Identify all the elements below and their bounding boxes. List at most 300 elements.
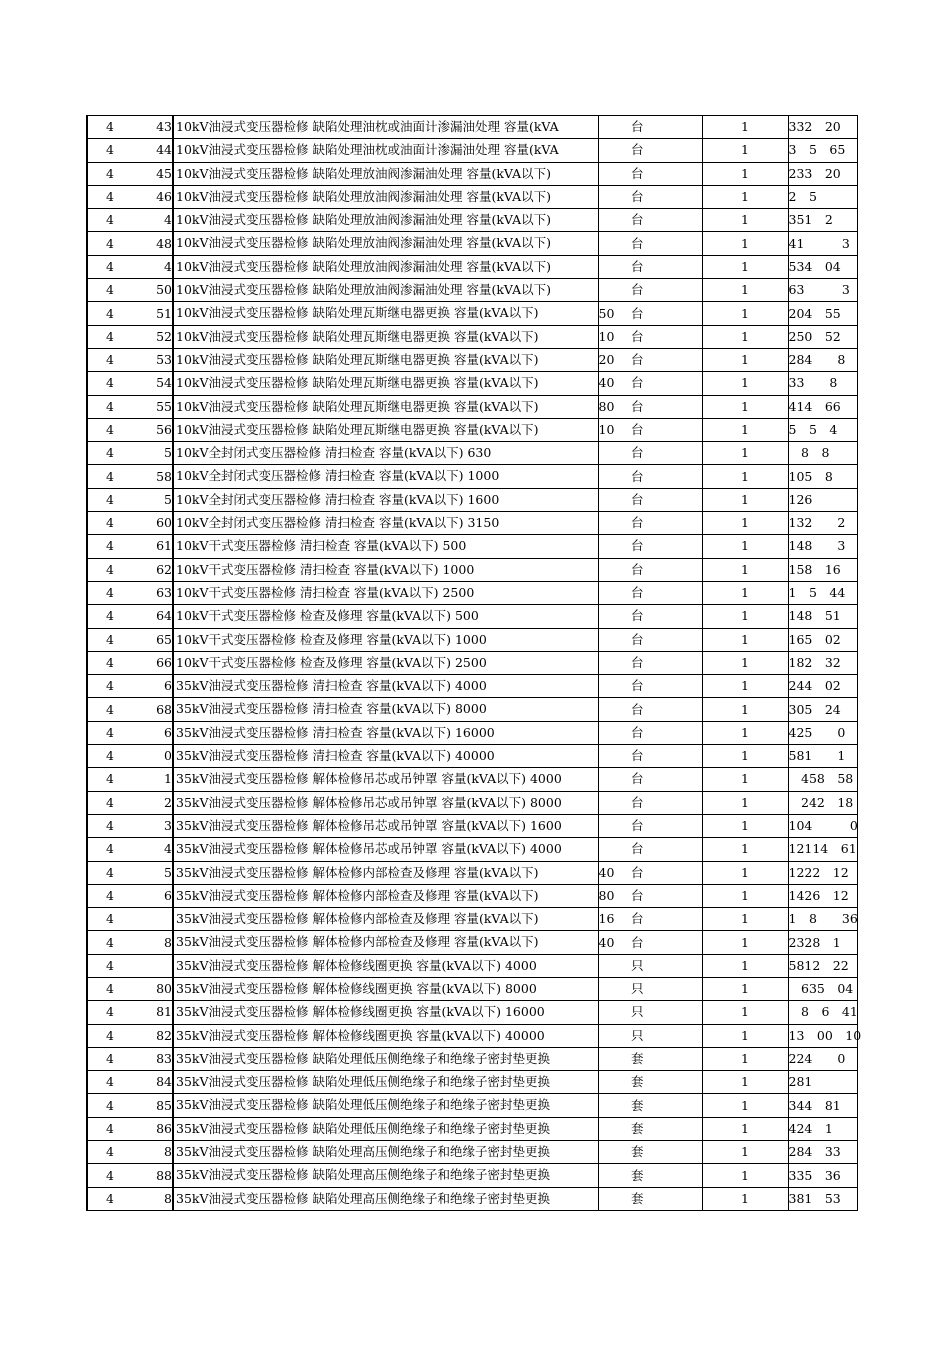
item-quantity: 1	[702, 605, 788, 628]
table-row	[87, 465, 857, 488]
table-row	[87, 698, 857, 721]
item-index-cell	[87, 302, 173, 325]
table-row	[87, 348, 857, 371]
item-index-cell	[87, 1094, 173, 1117]
item-price: 148 3	[788, 535, 857, 558]
item-name: 10kV油浸式变压器检修 缺陷处理放油阀渗漏油处理 容量(kVA以下)	[176, 188, 551, 204]
item-number: 8	[164, 934, 172, 950]
item-name: 35kV油浸式变压器检修 解体检修吊芯或吊钟罩 容量(kVA以下) 4000	[176, 771, 562, 787]
item-name: 35kV油浸式变压器检修 清扫检查 容量(kVA以下) 8000	[176, 701, 487, 717]
item-quantity: 1	[702, 279, 788, 302]
item-index-cell	[87, 838, 173, 861]
item-section: 4	[106, 864, 114, 880]
item-index-cell	[87, 209, 173, 232]
item-quantity: 1	[702, 977, 788, 1000]
item-unit: 台	[631, 721, 702, 744]
item-unit: 台	[631, 185, 702, 208]
item-quantity: 1	[702, 1001, 788, 1024]
item-unit: 台	[631, 372, 702, 395]
item-name-cell	[173, 465, 598, 488]
item-number: 56	[156, 422, 172, 437]
item-unit: 台	[631, 232, 702, 255]
item-quantity: 1	[702, 1141, 788, 1164]
item-index-cell	[87, 581, 173, 604]
item-number: 45	[156, 165, 172, 181]
item-section: 4	[106, 887, 114, 903]
item-section: 4	[106, 841, 114, 857]
item-capacity: 20	[598, 348, 631, 371]
item-index-cell	[87, 954, 173, 977]
item-name: 10kV干式变压器检修 清扫检查 容量(kVA以下) 2500	[176, 584, 475, 600]
item-name: 35kV油浸式变压器检修 缺陷处理低压侧绝缘子和绝缘子密封垫更换	[176, 1074, 550, 1090]
item-price: 224 0	[788, 1047, 857, 1070]
table-row	[87, 745, 857, 768]
item-index-cell	[87, 162, 173, 185]
item-price: 284 8	[788, 348, 857, 371]
item-price: 8 8	[788, 442, 857, 465]
item-name: 10kV全封闭式变压器检修 清扫检查 容量(kVA以下) 1600	[176, 491, 500, 507]
item-name-cell	[173, 745, 598, 768]
item-number: 60	[156, 515, 172, 531]
item-capacity	[598, 768, 631, 791]
item-section: 4	[106, 794, 114, 810]
item-number: 80	[156, 981, 172, 997]
item-name: 10kV油浸式变压器检修 缺陷处理油枕或油面计渗漏油处理 容量(kVA	[176, 119, 559, 134]
item-quantity: 1	[702, 954, 788, 977]
table-row	[87, 1001, 857, 1024]
item-number: 46	[156, 189, 172, 205]
table-row	[87, 1071, 857, 1094]
item-number: 81	[156, 1004, 172, 1020]
item-price: 148 51	[788, 605, 857, 628]
item-capacity	[598, 488, 631, 511]
item-index-cell	[87, 1047, 173, 1070]
item-capacity	[598, 675, 631, 698]
item-capacity	[598, 721, 631, 744]
item-number: 48	[156, 235, 172, 251]
item-name-cell	[173, 1024, 598, 1047]
item-index-cell	[87, 418, 173, 441]
table-row	[87, 512, 857, 535]
item-number: 68	[156, 701, 172, 717]
item-name-cell	[173, 791, 598, 814]
item-number: 4	[164, 841, 172, 857]
item-price: 41 3	[788, 232, 857, 255]
item-number: 63	[156, 585, 172, 601]
item-name: 10kV油浸式变压器检修 缺陷处理瓦斯继电器更换 容量(kVA以下)	[176, 305, 539, 321]
item-index-cell	[87, 931, 173, 954]
item-quantity: 1	[702, 1117, 788, 1140]
item-index-cell	[87, 791, 173, 814]
item-unit: 台	[631, 209, 702, 232]
item-index-cell	[87, 1164, 173, 1187]
item-quantity: 1	[702, 116, 788, 139]
item-section: 4	[106, 654, 114, 670]
item-section: 4	[106, 724, 114, 740]
item-name: 10kV全封闭式变压器检修 清扫检查 容量(kVA以下) 3150	[176, 515, 500, 531]
item-capacity	[598, 1094, 631, 1117]
item-capacity: 40	[598, 931, 631, 954]
item-price: 105 8	[788, 465, 857, 488]
item-quantity: 1	[702, 861, 788, 884]
item-name-cell	[173, 698, 598, 721]
item-index-cell	[87, 884, 173, 907]
table-row	[87, 931, 857, 954]
item-price: 534 04	[788, 255, 857, 278]
item-capacity	[598, 628, 631, 651]
item-quantity: 1	[702, 418, 788, 441]
item-name: 35kV油浸式变压器检修 解体检修吊芯或吊钟罩 容量(kVA以下) 8000	[176, 794, 562, 810]
item-quantity: 1	[702, 1187, 788, 1210]
item-name-cell	[173, 185, 598, 208]
item-index-cell	[87, 185, 173, 208]
item-unit: 套	[631, 1187, 702, 1210]
item-price: 335 36	[788, 1164, 857, 1187]
item-capacity	[598, 1047, 631, 1070]
item-price: 1 5 44	[788, 581, 857, 604]
item-unit: 只	[631, 1001, 702, 1024]
item-price: 158 16	[788, 558, 857, 581]
item-number: 62	[156, 561, 172, 577]
item-price: 351 2	[788, 209, 857, 232]
item-quantity: 1	[702, 1071, 788, 1094]
price-table	[86, 115, 862, 1211]
item-name: 35kV油浸式变压器检修 解体检修内部检查及修理 容量(kVA以下)	[176, 864, 539, 880]
item-capacity	[598, 1024, 631, 1047]
item-unit: 台	[631, 418, 702, 441]
item-section: 4	[106, 701, 114, 717]
table-row	[87, 209, 857, 232]
item-name-cell	[173, 1047, 598, 1070]
item-name-cell	[173, 814, 598, 837]
item-name-cell	[173, 558, 598, 581]
table-row	[87, 535, 857, 558]
item-index-cell	[87, 698, 173, 721]
item-section: 4	[106, 1074, 114, 1090]
item-section: 4	[106, 165, 114, 181]
item-name-cell	[173, 162, 598, 185]
item-quantity: 1	[702, 512, 788, 535]
table-row	[87, 651, 857, 674]
item-quantity: 1	[702, 348, 788, 371]
item-quantity: 1	[702, 558, 788, 581]
item-index-cell	[87, 814, 173, 837]
item-unit: 套	[631, 1094, 702, 1117]
item-quantity: 1	[702, 1164, 788, 1187]
item-quantity: 1	[702, 651, 788, 674]
item-name-cell	[173, 651, 598, 674]
item-section: 4	[106, 1097, 114, 1113]
item-number: 61	[156, 538, 172, 554]
item-number: 5	[164, 864, 172, 880]
item-price: 182 32	[788, 651, 857, 674]
item-capacity	[598, 1187, 631, 1210]
item-section: 4	[106, 398, 114, 414]
item-section: 4	[106, 538, 114, 554]
item-name: 35kV油浸式变压器检修 解体检修线圈更换 容量(kVA以下) 40000	[176, 1027, 545, 1043]
item-unit: 台	[631, 325, 702, 348]
item-number: 6	[164, 678, 172, 694]
item-unit: 台	[631, 535, 702, 558]
item-capacity	[598, 745, 631, 768]
item-name: 10kV油浸式变压器检修 缺陷处理放油阀渗漏油处理 容量(kVA以下)	[176, 165, 551, 181]
item-index-cell	[87, 605, 173, 628]
item-number: 3	[164, 818, 172, 834]
item-number: 54	[156, 375, 172, 391]
item-unit: 只	[631, 954, 702, 977]
item-section: 4	[106, 585, 114, 601]
item-name: 10kV油浸式变压器检修 缺陷处理放油阀渗漏油处理 容量(kVA以下)	[176, 258, 551, 274]
item-index-cell	[87, 861, 173, 884]
table-row	[87, 279, 857, 302]
item-name-cell	[173, 232, 598, 255]
item-unit: 台	[631, 162, 702, 185]
item-price: 233 20	[788, 162, 857, 185]
item-section: 4	[106, 119, 114, 135]
table-row	[87, 791, 857, 814]
item-unit: 台	[631, 465, 702, 488]
item-unit: 只	[631, 977, 702, 1000]
item-section: 4	[106, 258, 114, 274]
item-name-cell	[173, 442, 598, 465]
item-capacity	[598, 535, 631, 558]
item-index-cell	[87, 1071, 173, 1094]
item-price: 424 1	[788, 1117, 857, 1140]
item-name-cell	[173, 395, 598, 418]
item-quantity: 1	[702, 1024, 788, 1047]
item-index-cell	[87, 1117, 173, 1140]
table-row	[87, 838, 857, 861]
item-name-cell	[173, 721, 598, 744]
item-name: 10kV油浸式变压器检修 缺陷处理瓦斯继电器更换 容量(kVA以下)	[176, 421, 539, 437]
item-name: 35kV油浸式变压器检修 清扫检查 容量(kVA以下) 4000	[176, 678, 487, 694]
item-number: 51	[156, 305, 172, 321]
item-name: 35kV油浸式变压器检修 解体检修吊芯或吊钟罩 容量(kVA以下) 1600	[176, 817, 562, 833]
item-unit: 台	[631, 814, 702, 837]
item-price: 2328 1	[788, 931, 857, 954]
item-unit: 台	[631, 605, 702, 628]
item-section: 4	[106, 1027, 114, 1043]
item-unit: 套	[631, 1047, 702, 1070]
item-price: 332 20	[788, 116, 857, 139]
item-price: 126	[788, 488, 857, 511]
table-row	[87, 721, 857, 744]
item-unit: 台	[631, 488, 702, 511]
item-section: 4	[106, 142, 114, 158]
item-name: 35kV油浸式变压器检修 解体检修吊芯或吊钟罩 容量(kVA以下) 4000	[176, 841, 562, 857]
item-price: 242 18	[788, 791, 857, 814]
table-row	[87, 185, 857, 208]
item-section: 4	[106, 1051, 114, 1067]
item-unit: 台	[631, 931, 702, 954]
item-unit: 台	[631, 884, 702, 907]
table-row	[87, 628, 857, 651]
item-price: 13 00 10	[788, 1024, 857, 1047]
item-price: 165 02	[788, 628, 857, 651]
item-name-cell	[173, 861, 598, 884]
item-number: 0	[164, 748, 172, 764]
table-row	[87, 581, 857, 604]
item-capacity	[598, 162, 631, 185]
item-section: 4	[106, 771, 114, 787]
table-row	[87, 768, 857, 791]
item-price: 12114 61	[788, 838, 857, 861]
table-row	[87, 418, 857, 441]
item-section: 4	[106, 981, 114, 997]
item-unit: 台	[631, 745, 702, 768]
item-number: 84	[156, 1074, 172, 1090]
item-section: 4	[106, 631, 114, 647]
item-name: 35kV油浸式变压器检修 清扫检查 容量(kVA以下) 16000	[176, 724, 495, 740]
item-quantity: 1	[702, 209, 788, 232]
item-quantity: 1	[702, 185, 788, 208]
table-row	[87, 884, 857, 907]
item-price: 104 0	[788, 814, 857, 837]
item-index-cell	[87, 465, 173, 488]
table-row	[87, 162, 857, 185]
item-name: 10kV油浸式变压器检修 缺陷处理放油阀渗漏油处理 容量(kVA以下)	[176, 235, 551, 251]
item-quantity: 1	[702, 442, 788, 465]
item-quantity: 1	[702, 838, 788, 861]
table-row	[87, 1187, 857, 1210]
item-name-cell	[173, 372, 598, 395]
item-index-cell	[87, 1141, 173, 1164]
item-price: 635 04	[788, 977, 857, 1000]
item-price: 2 5	[788, 185, 857, 208]
item-name: 35kV油浸式变压器检修 解体检修内部检查及修理 容量(kVA以下)	[176, 934, 539, 950]
item-name-cell	[173, 908, 598, 931]
item-number: 82	[156, 1027, 172, 1043]
item-index-cell	[87, 651, 173, 674]
item-index-cell	[87, 442, 173, 465]
item-index-cell	[87, 348, 173, 371]
item-capacity	[598, 651, 631, 674]
item-name: 10kV干式变压器检修 清扫检查 容量(kVA以下) 500	[176, 538, 467, 554]
item-name-cell	[173, 931, 598, 954]
item-quantity: 1	[702, 745, 788, 768]
item-unit: 台	[631, 558, 702, 581]
item-name-cell	[173, 628, 598, 651]
item-section: 4	[106, 328, 114, 344]
item-name-cell	[173, 605, 598, 628]
item-section: 4	[106, 1167, 114, 1183]
item-section: 4	[106, 305, 114, 321]
item-price: 1426 12	[788, 884, 857, 907]
item-quantity: 1	[702, 721, 788, 744]
item-capacity	[598, 1117, 631, 1140]
item-name-cell	[173, 325, 598, 348]
table-row	[87, 1094, 857, 1117]
item-name-cell	[173, 535, 598, 558]
item-capacity: 40	[598, 372, 631, 395]
item-index-cell	[87, 325, 173, 348]
item-price: 5812 22	[788, 954, 857, 977]
item-quantity: 1	[702, 675, 788, 698]
item-name-cell	[173, 1117, 598, 1140]
item-name-cell	[173, 209, 598, 232]
item-price: 1222 12	[788, 861, 857, 884]
item-price: 244 02	[788, 675, 857, 698]
item-number: 64	[156, 608, 172, 624]
item-unit: 台	[631, 791, 702, 814]
item-section: 4	[106, 212, 114, 228]
item-name: 10kV干式变压器检修 检查及修理 容量(kVA以下) 1000	[176, 631, 487, 647]
item-quantity: 1	[702, 814, 788, 837]
item-name-cell	[173, 512, 598, 535]
item-unit: 台	[631, 116, 702, 139]
item-number: 1	[164, 771, 172, 787]
item-index-cell	[87, 488, 173, 511]
item-name: 10kV油浸式变压器检修 缺陷处理瓦斯继电器更换 容量(kVA以下)	[176, 398, 539, 414]
table-row	[87, 442, 857, 465]
item-price: 8 6 41	[788, 1001, 857, 1024]
item-section: 4	[106, 1190, 114, 1206]
item-name: 35kV油浸式变压器检修 缺陷处理低压侧绝缘子和绝缘子密封垫更换	[176, 1097, 550, 1113]
item-price: 204 55	[788, 302, 857, 325]
item-index-cell	[87, 977, 173, 1000]
table-row	[87, 255, 857, 278]
item-capacity: 10	[598, 418, 631, 441]
item-name-cell	[173, 675, 598, 698]
table-row	[87, 1141, 857, 1164]
item-quantity: 1	[702, 884, 788, 907]
item-quantity: 1	[702, 791, 788, 814]
item-name-cell	[173, 279, 598, 302]
item-name-cell	[173, 302, 598, 325]
table-row	[87, 116, 857, 139]
item-index-cell	[87, 558, 173, 581]
item-number: 6	[164, 724, 172, 740]
item-capacity: 50	[598, 302, 631, 325]
item-unit: 台	[631, 768, 702, 791]
item-number: 66	[156, 654, 172, 670]
table-row	[87, 558, 857, 581]
item-quantity: 1	[702, 372, 788, 395]
item-unit: 台	[631, 395, 702, 418]
table-row	[87, 814, 857, 837]
item-section: 4	[106, 608, 114, 624]
price-table-body	[87, 116, 862, 1211]
item-name: 35kV油浸式变压器检修 清扫检查 容量(kVA以下) 40000	[176, 748, 495, 764]
item-capacity	[598, 581, 631, 604]
item-index-cell	[87, 1024, 173, 1047]
item-capacity: 80	[598, 395, 631, 418]
item-section: 4	[106, 934, 114, 950]
item-price: 305 24	[788, 698, 857, 721]
item-number: 2	[164, 794, 172, 810]
table-row	[87, 1024, 857, 1047]
item-index-cell	[87, 139, 173, 162]
item-capacity	[598, 465, 631, 488]
item-unit: 台	[631, 512, 702, 535]
item-name-cell	[173, 116, 598, 139]
item-name: 35kV油浸式变压器检修 缺陷处理低压侧绝缘子和绝缘子密封垫更换	[176, 1050, 550, 1066]
item-name-cell	[173, 977, 598, 1000]
item-number: 85	[156, 1097, 172, 1113]
item-capacity: 16	[598, 908, 631, 931]
item-capacity	[598, 232, 631, 255]
item-number: 65	[156, 631, 172, 647]
item-section: 4	[106, 422, 114, 437]
item-unit: 台	[631, 651, 702, 674]
item-capacity	[598, 512, 631, 535]
item-number: 5	[164, 445, 172, 461]
item-capacity	[598, 1071, 631, 1094]
item-section: 4	[106, 678, 114, 694]
table-row	[87, 675, 857, 698]
table-row	[87, 1164, 857, 1187]
item-capacity	[598, 977, 631, 1000]
